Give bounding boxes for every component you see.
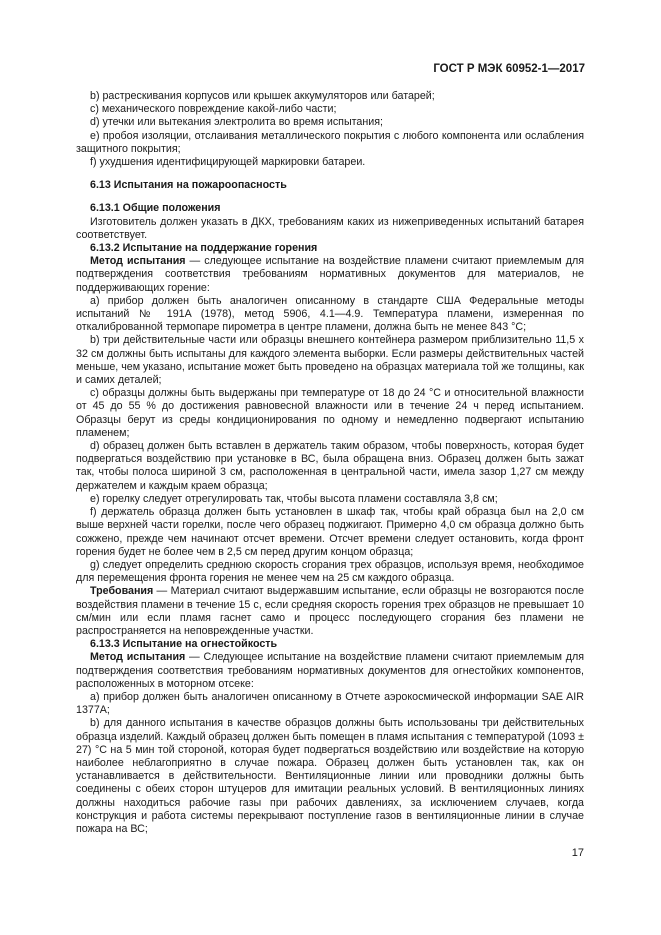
list-item: d) утечки или вытекания электролита во время испытания; [90,116,383,129]
list-item: g) следует определить среднюю скорость сгорания трех образцов, используя время, необходимое для перемещения фронта горения не менее чем на 25 см каждого образца. [76,558,584,585]
section-heading-6-13: 6.13 Испытания на пожароопасность [90,179,287,192]
section-heading-6-13-3: 6.13.3 Испытание на огнестойкость [90,638,278,651]
list-item: c) образцы должны быть выдержаны при температуре от 18 до 24 °C и относительной влажности от 45 до 55 % до достижения равновесной влажности или в течение 24 ч перед испытанием. Образцы берут из среды кондиционирования по одному и немедленно подвергают испытанию пламенем; [76,387,584,439]
list-item: a) прибор должен быть аналогичен описанному в стандарте США Федеральные методы испытаний № 191A (1978), метод 5906, 4.1—4.9. Температура пламени, измеренная по откалиброванной термопаре пирометра в центре пламени, должна быть не менее 843 °C; [76,294,584,334]
page-number: 17 [571,847,584,859]
paragraph: Изготовитель должен указать в ДКХ, требованиям каких из нижеприведенных испытаний батарея соответствует. [76,215,584,241]
list-item: e) пробоя изоляции, отслаивания металлического покрытия с любого компонента или ослабления защитного покрытия; [76,129,584,155]
document-id-header: ГОСТ Р МЭК 60952-1—2017 [433,63,585,75]
list-item: d) образец должен быть вставлен в держатель таким образом, чтобы поверхность, которая будет подвергаться воздействию при установке в ВС, была обращена вниз. Образец должен быть зажат так, чтобы полоса шириной 3 см, расположенная в центральной части, имела зазор 1,27 см между держателем и каждым краем образца; [76,440,584,492]
method-label: Метод испытания [90,651,186,664]
method-paragraph [62,651,584,691]
list-item: f) ухудшения идентифицирующей маркировки батареи. [90,156,366,169]
list-item: b) для данного испытания в качестве образцов должны быть использованы три действительных образца изделий. Каждый образец должен быть помещен в пламя испытания с температурой (1093 ± 27) °C на 5 мин той стороной, которая будет подвергаться воздействию или воздействие на которую наиболее неблагоприятно в случае пожара. Образец должен быть установлен так, как он устанавливается в действительности. Вентиляционные линии или проводники должны быть соединены с обеих сторон штуцеров для имитации реальных условий. В вентиляционных линиях должны находиться рабочие газы при рабочих давлениях, за исключением случаев, когда конструкция и работа системы перекрывают поступление газов в вентиляционные линии в случае пожара на ВС; [76,717,584,835]
requirements-paragraph [62,585,584,638]
section-heading-6-13-2: 6.13.2 Испытание на поддержание горения [90,242,318,255]
list-item: b) растрескивания корпусов или крышек аккумуляторов или батарей; [90,90,435,102]
method-paragraph [62,255,584,295]
list-item: f) держатель образца должен быть установлен в шкаф так, чтобы край образца был на 2,0 см выше верхней части горелки, после чего образец поджигают. Примерно 4,0 см образца должно быть сожжено, прежде чем начинают отсчет времени. Отсчет времени следует остановить, когда фронт горения будет не более чем в 2,5 см перед другим концом образца; [76,506,584,558]
method-label: Метод испытания [90,255,186,268]
requirements-text: — Материал считают выдержавшим испытание, если образцы не возгораются после воздействия пламени в течение 15 с, если средняя скорость горения трех образцов не превышает 10 см/мин или если пламя гаснет само и процесс последующего сгорания без пламени не распространяется на неповрежденные участки. [76,585,584,637]
method-text: — Следующее испытание на воздействие пламени считают приемлемым для подтверждения соответствия требованиям нормативных документов для огнестойких компонентов, расположенных в моторном отсеке: [76,651,584,690]
list-item: e) горелку следует отрегулировать так, чтобы высота пламени составляла 3,8 см; [90,492,498,505]
requirements-label: Требования [90,585,154,598]
list-item: a) прибор должен быть аналогичен описанному в Отчете аэрокосмической информации SAE AIR 1377A; [76,690,584,717]
list-item: c) механического повреждение какой-либо части; [90,103,337,116]
method-text: — следующее испытание на воздействие пламени считают приемлемым для подтверждения соответствия требованиям нормативных документов для материалов, не поддерживающих горение: [76,255,584,294]
list-item: b) три действительные части или образцы внешнего контейнера размером приблизительно 11,5 х 32 см должны быть испытаны для каждого элемента выборки. Если размеры действительных частей меньше, чем указано, испытание может быть проведено на образцах материала той же толщины, как и самих деталей; [76,334,584,387]
page-body [76,90,584,836]
section-heading-6-13-1: 6.13.1 Общие положения [90,202,221,215]
